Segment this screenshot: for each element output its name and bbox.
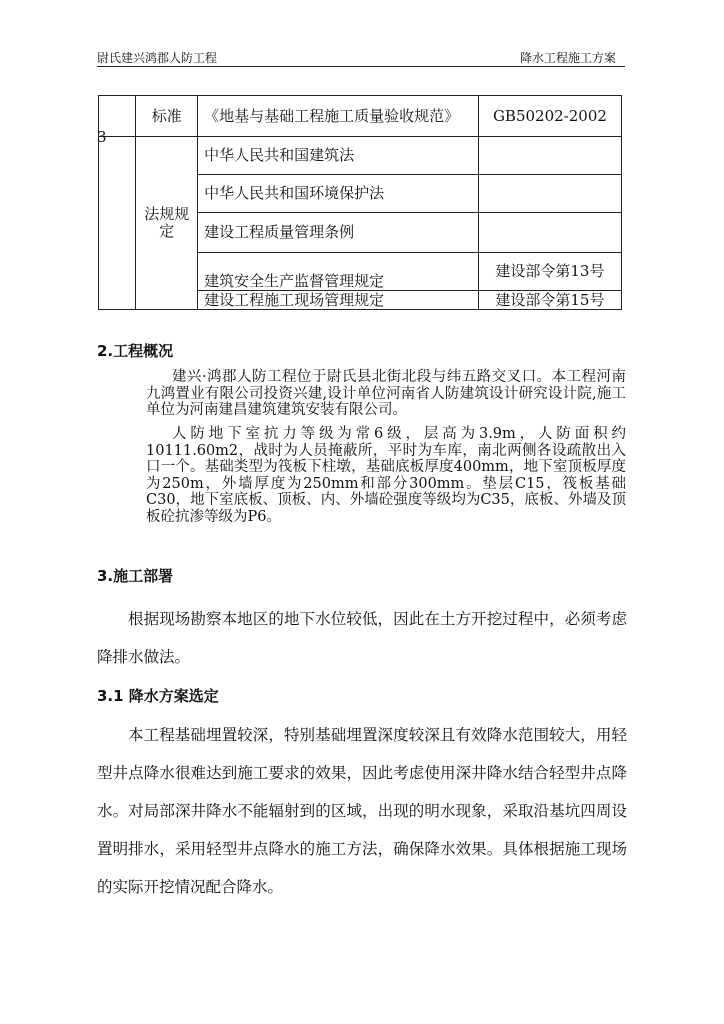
section-2-paragraph-2: 人防地下室抗力等级为常6级，层高为3.9m，人防面积约10111.60m2，战时为人员掩蔽所，平时为车库，南北两侧各设疏散出入口一个。基础类型为筏板下柱墩，基础底板厚度400mm，地下室顶板厚度为250m，外墙厚度为250mm和部分300mm。垫层C15，筏板基础C30，地下室底板、顶板、内、外墙砼强度等级均为C35，底板、外墙及顶板砼抗渗等级为P6。 — [146, 426, 626, 525]
header-project-name: 尉氏建兴鸿郡人防工程 — [97, 51, 218, 65]
section-3-1-paragraph: 本工程基础埋置较深，特别基础埋置深度较深且有效降水范围较大，用轻型井点降水很难达到施工要求的效果，因此考虑使用深井降水结合轻型井点降水。对局部深井降水不能辐射到的区域，出现的明水现象，采取沿基坑四周设置明排水，采用轻型井点降水的施工方法，确保降水效果。具体根据施工现场的实际开挖情况配合降水。 — [97, 726, 627, 896]
section-3-paragraph: 根据现场勘察本地区的地下水位较低，因此在土方开挖过程中，必须考虑降排水做法。 — [97, 610, 627, 666]
section-3-heading: 3.施工部署 — [97, 567, 174, 585]
section-2-paragraph-1: 建兴·鸿郡人防工程位于尉氏县北街北段与纬五路交叉口。本工程河南九鸿置业有限公司投资兴建,设计单位河南省人防建筑设计研究设计院,施工单位为河南建昌建筑建筑安装有限公司。 — [146, 369, 626, 418]
table-cell-category: 法规规定 — [136, 137, 198, 310]
table-cell-code: 建设部令第13号 — [478, 253, 621, 291]
table-cell-code: 建设部令第15号 — [478, 291, 621, 310]
header-document-title: 降水工程施工方案 — [520, 51, 617, 65]
table-row — [99, 96, 622, 137]
table-cell-category: 标准 — [136, 96, 198, 137]
table-cell-name: 中华人民共和国建筑法 — [198, 137, 479, 175]
table-cell-name: 《地基与基础工程施工质量验收规范》 — [198, 96, 479, 137]
table-cell-code — [478, 213, 621, 253]
header-divider — [97, 66, 625, 67]
table-cell-name: 中华人民共和国环境保护法 — [198, 175, 479, 213]
section-3-1-heading: 3.1 降水方案选定 — [97, 687, 219, 705]
table-cell-code — [478, 175, 621, 213]
table-row — [99, 137, 622, 175]
table-cell-number: 3 — [99, 137, 136, 310]
table-cell-name: 建设工程施工现场管理规定 — [198, 291, 479, 310]
regulations-table — [98, 95, 622, 310]
table-cell-name: 建设工程质量管理条例 — [198, 213, 479, 253]
section-2-heading: 2.工程概况 — [97, 342, 174, 360]
table-cell-code: GB50202-2002 — [478, 96, 621, 137]
table-cell-code — [478, 137, 621, 175]
table-cell-name: 建筑安全生产监督管理规定 — [198, 253, 479, 291]
